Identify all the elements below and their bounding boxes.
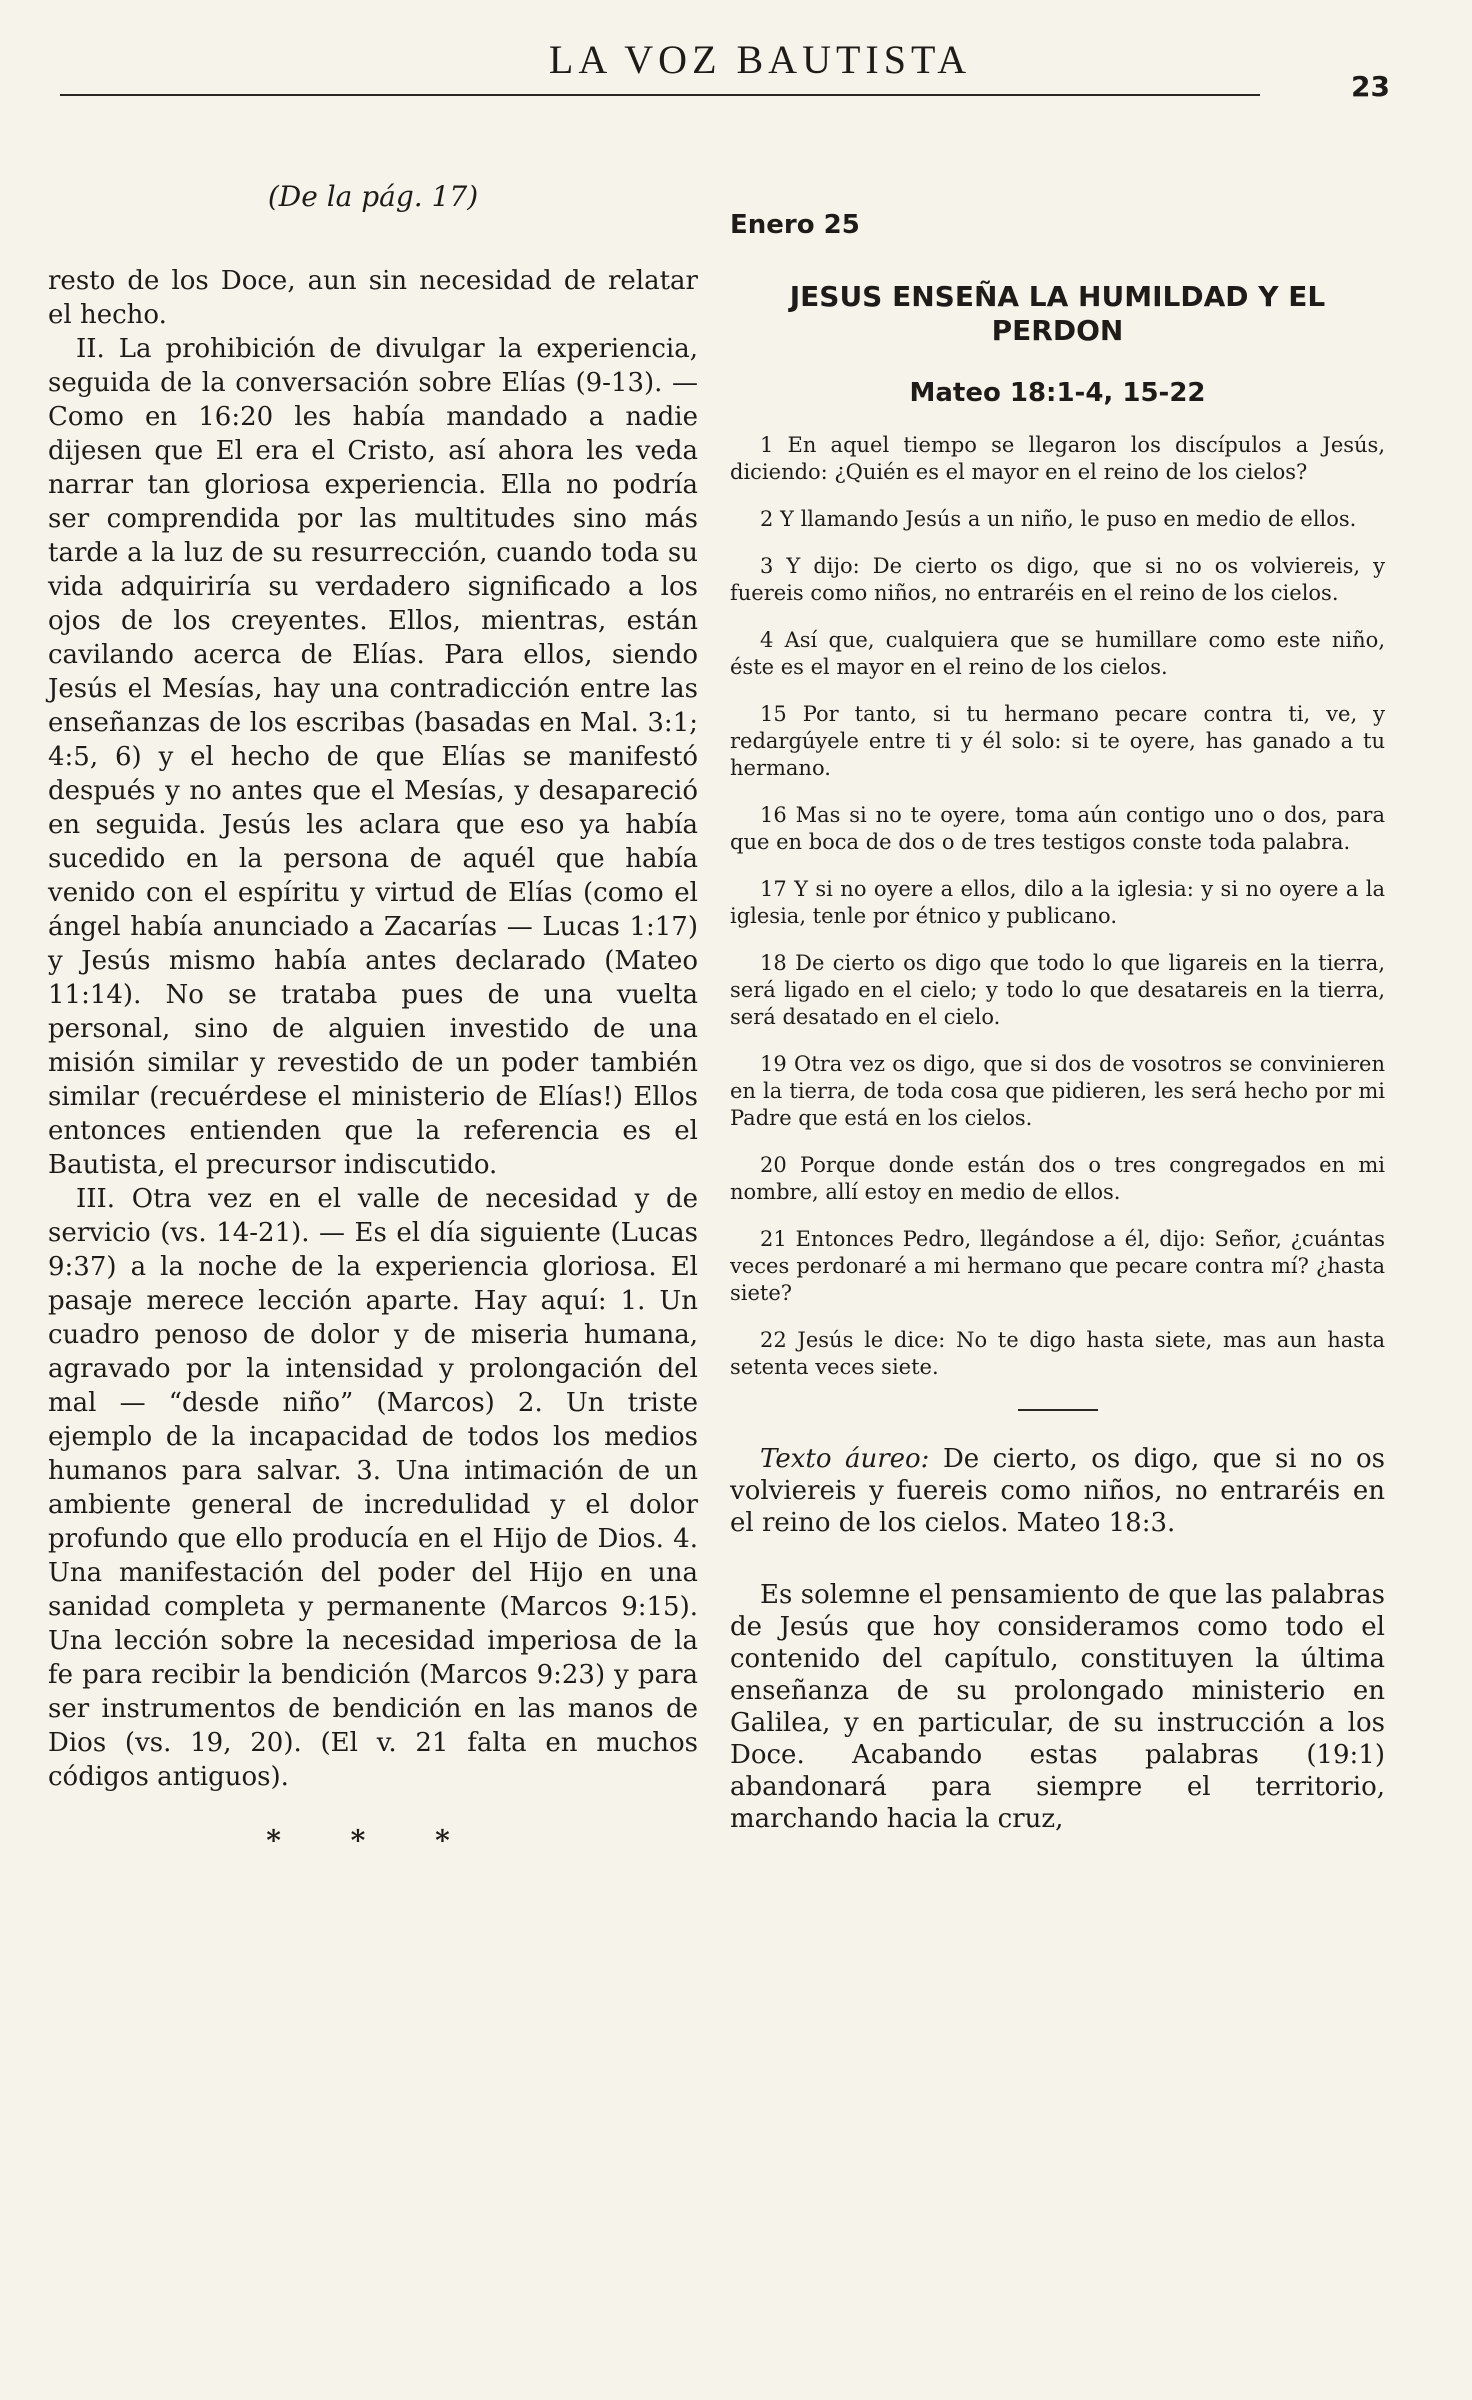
page-number: 23 bbox=[1351, 70, 1390, 103]
header-rule bbox=[60, 94, 1260, 96]
verse: 15 Por tanto, si tu hermano pecare contra ti, ve, y redargúyele entre ti y él solo: si te oyere, has ganado a tu hermano. bbox=[730, 702, 1385, 780]
continuation-reference: (De la pág. 17) bbox=[267, 180, 479, 213]
section-divider bbox=[1018, 1409, 1098, 1411]
lesson-title: JESUS ENSEÑA LA HUMILDAD Y EL PERDON bbox=[789, 280, 1326, 347]
commentary-paragraph: Es solemne el pensamiento de que las palabras de Jesús que hoy consideramos como todo el contenido del capítulo, constituyen la última enseñanza de su prolongado ministerio en Galilea, y en particular, de su instrucción a los Doce. Acabando estas palabras (19:1) abandonará para siempre el territorio, marchando hacia la cruz, bbox=[730, 1580, 1385, 1834]
scripture-passage: Mateo 18:1-4, 15-22 bbox=[909, 378, 1206, 408]
paragraph: III. Otra vez en el valle de necesidad y de servicio (vs. 14-21). — Es el día siguiente (Lucas 9:37) a la noche de la experiencia gloriosa. El pasaje merece lección aparte. Hay aquí: 1. Un cuadro penoso de dolor y de miseria humana, agravado por la intensidad y prolongación del mal — “desde niño” (Marcos) 2. Un triste ejemplo de la incapacidad de todos los medios humanos para salvar. 3. Una intimación de un ambiente general de incredulidad y el dolor profundo que ello producía en el Hijo de Dios. 4. Una manifestación del poder del Hijo en una sanidad completa y permanente (Marcos 9:15). Una lección sobre la necesidad imperiosa de la fe para recibir la bendición (Marcos 9:23) y para ser instrumentos de bendición en las manos de Dios (vs. 19, 20). (El v. 21 falta en muchos códigos antiguos). bbox=[48, 1184, 698, 1792]
lesson-date: Enero 25 bbox=[730, 210, 860, 240]
golden-text bbox=[730, 1443, 1385, 1539]
verse: 1 En aquel tiempo se llegaron los discípulos a Jesús, diciendo: ¿Quién es el mayor en el reino de los cielos? bbox=[730, 433, 1385, 484]
verse: 18 De cierto os digo que todo lo que ligareis en la tierra, será ligado en el cielo; y todo lo que desatareis en la tierra, será desatado en el cielo. bbox=[730, 951, 1385, 1029]
magazine-title: LA VOZ BAUTISTA bbox=[548, 37, 972, 82]
verse-list bbox=[730, 432, 1385, 1381]
verse: 4 Así que, cualquiera que se humillare como este niño, éste es el mayor en el reino de los cielos. bbox=[730, 628, 1385, 679]
verse: 21 Entonces Pedro, llegándose a él, dijo: Señor, ¿cuántas veces perdonaré a mi hermano que pecare contra mí? ¿hasta siete? bbox=[730, 1227, 1385, 1305]
verse: 3 Y dijo: De cierto os digo, que si no os volviereis, y fuereis como niños, no entraréis en el reino de los cielos. bbox=[730, 554, 1385, 605]
right-column bbox=[730, 210, 1385, 1835]
golden-text-body: De cierto, os digo, que si no os volviereis y fuereis como niños, no entraréis en el reino de los cielos. Mateo 18:3. bbox=[730, 1444, 1385, 1538]
verse: 2 Y llamando Jesús a un niño, le puso en medio de ellos. bbox=[760, 507, 1357, 531]
verse: 22 Jesús le dice: No te digo hasta siete, mas aun hasta setenta veces siete. bbox=[730, 1328, 1385, 1379]
left-column bbox=[48, 180, 698, 1858]
verse: 17 Y si no oyere a ellos, dilo a la iglesia: y si no oyere a la iglesia, tenle por étnico y publicano. bbox=[730, 877, 1385, 928]
paragraph: II. La prohibición de divulgar la experiencia, seguida de la conversación sobre Elías (9-13). — Como en 16:20 les había mandado a nadie dijesen que El era el Cristo, así ahora les veda narrar tan gloriosa experiencia. Ella no podría ser comprendida por las multitudes sino más tarde a la luz de su resurrección, cuando toda su vida adquiriría su verdadero significado a los ojos de los creyentes. Ellos, mientras, están cavilando acerca de Elías. Para ellos, siendo Jesús el Mesías, hay una contradicción entre las enseñanzas de los escribas (basadas en Mal. 3:1; 4:5, 6) y el hecho de que Elías se manifestó después y no antes que el Mesías, y desapareció en seguida. Jesús les aclara que eso ya había sucedido en la persona de aquél que había venido con el espíritu y virtud de Elías (como el ángel había anunciado a Zacarías — Lucas 1:17) y Jesús mismo había antes declarado (Mateo 11:14). No se trataba pues de una vuelta personal, sino de alguien investido de una misión similar y revestido de un poder también similar (recuérdese el ministerio de Elías!) Ellos entonces entienden que la referencia es el Bautista, el precursor indiscutido. bbox=[48, 334, 698, 1180]
golden-text-label: Texto áureo: bbox=[760, 1444, 930, 1474]
paragraph: resto de los Doce, aun sin necesidad de relatar el hecho. bbox=[48, 266, 698, 330]
section-stars: * * * bbox=[266, 1824, 480, 1857]
verse: 20 Porque donde están dos o tres congregados en mi nombre, allí estoy en medio de ellos. bbox=[730, 1153, 1385, 1204]
verse: 19 Otra vez os digo, que si dos de vosotros se convinieren en la tierra, de toda cosa que pidieren, les será hecho por mi Padre que está en los cielos. bbox=[730, 1052, 1385, 1130]
verse: 16 Mas si no te oyere, toma aún contigo uno o dos, para que en boca de dos o de tres testigos conste toda palabra. bbox=[730, 803, 1385, 854]
page-header bbox=[60, 30, 1390, 110]
